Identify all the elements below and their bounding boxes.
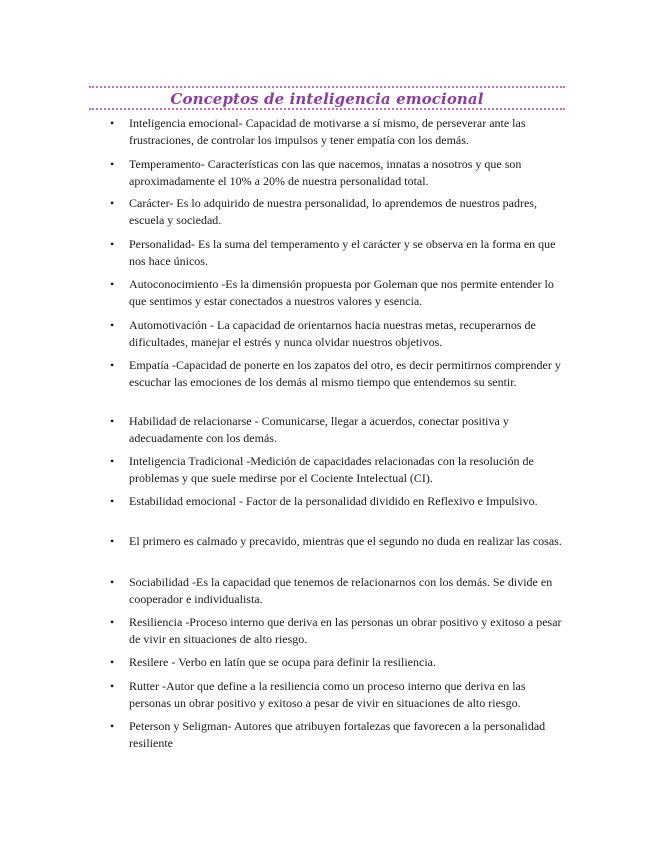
list-item-text: Inteligencia emocional- Capacidad de motivarse a sí mismo, de perseverar ante las frustraciones, de controlar los impulsos y tener empatía con los demás. (129, 116, 526, 147)
list-item-text: Automotivación - La capacidad de orientarnos hacia nuestras metas, recuperarnos de dificultades, manejar el estrés y nunca olvidar nuestros objetivos. (129, 318, 536, 349)
list-item-text: Resilere - Verbo en latín que se ocupa para definir la resiliencia. (129, 655, 436, 669)
list-item-text: Empatía -Capacidad de ponerte en los zapatos del otro, es decir permitirnos comprender y escuchar las emociones de los demás al mismo tiempo que entendemos su sentir. (129, 358, 561, 389)
bullet-icon: • (110, 454, 115, 468)
list-item-text: Peterson y Seligman- Autores que atribuyen fortalezas que favorecen a la personalidad resiliente (129, 719, 546, 750)
bullet-icon: • (110, 719, 115, 733)
list-item-text: Temperamento- Características con las que nacemos, innatas a nosotros y que son aproximadamente el 10% a 20% de nuestra personalidad total. (129, 157, 522, 188)
bullet-icon: • (110, 679, 115, 693)
list-item-text: Estabilidad emocional - Factor de la personalidad dividido en Reflexivo e Impulsivo. (129, 494, 538, 508)
bullet-icon: • (110, 414, 115, 428)
list-item-text: Sociabilidad -Es la capacidad que tenemos de relacionarnos con los demás. Se divide en cooperador e individualista. (129, 575, 553, 606)
bullet-icon: • (110, 494, 115, 508)
bullet-icon: • (110, 575, 115, 589)
list-item-text: Personalidad- Es la suma del temperamento y el carácter y se observa en la forma en que nos hace únicos. (129, 237, 556, 268)
bullet-icon: • (110, 358, 115, 372)
bullet-icon: • (110, 318, 115, 332)
title-bottom-dotted-rule (89, 108, 565, 110)
list-item-text: Inteligencia Tradicional -Medición de capacidades relacionadas con la resolución de problemas y que suele medirse por el Cociente Intelectual (CI). (129, 454, 534, 485)
list-item-text: Autoconocimiento -Es la dimensión propuesta por Goleman que nos permite entender lo que sentimos y estar conectados a nuestros valores y esencia. (129, 277, 554, 308)
list-item-text: Resiliencia -Proceso interno que deriva en las personas un obrar positivo y exitoso a pesar de vivir en situaciones de alto riesgo. (129, 615, 562, 646)
list-item-text: Carácter- Es lo adquirido de nuestra personalidad, lo aprendemos de nuestros padres, escuela y sociedad. (129, 196, 537, 227)
list-item-text: Habilidad de relacionarse - Comunicarse, llegar a acuerdos, conectar positiva y adecuadamente con los demás. (129, 414, 509, 445)
bullet-icon: • (110, 277, 115, 291)
bullet-icon: • (110, 237, 115, 251)
list-item-text: Rutter -Autor que define a la resiliencia como un proceso interno que deriva en las personas un obrar positivo y exitoso a pesar de vivir en situaciones de alto riesgo. (129, 679, 526, 710)
bullet-icon: • (110, 157, 115, 171)
bullet-icon: • (110, 615, 115, 629)
page-title: Conceptos de inteligencia emocional (170, 90, 484, 108)
bullet-icon: • (110, 116, 115, 130)
bullet-icon: • (110, 655, 115, 669)
title-top-dotted-rule (89, 86, 565, 88)
bullet-icon: • (110, 196, 115, 210)
bullet-icon: • (110, 534, 115, 548)
list-item-text: El primero es calmado y precavido, mientras que el segundo no duda en realizar las cosas. (129, 534, 562, 548)
